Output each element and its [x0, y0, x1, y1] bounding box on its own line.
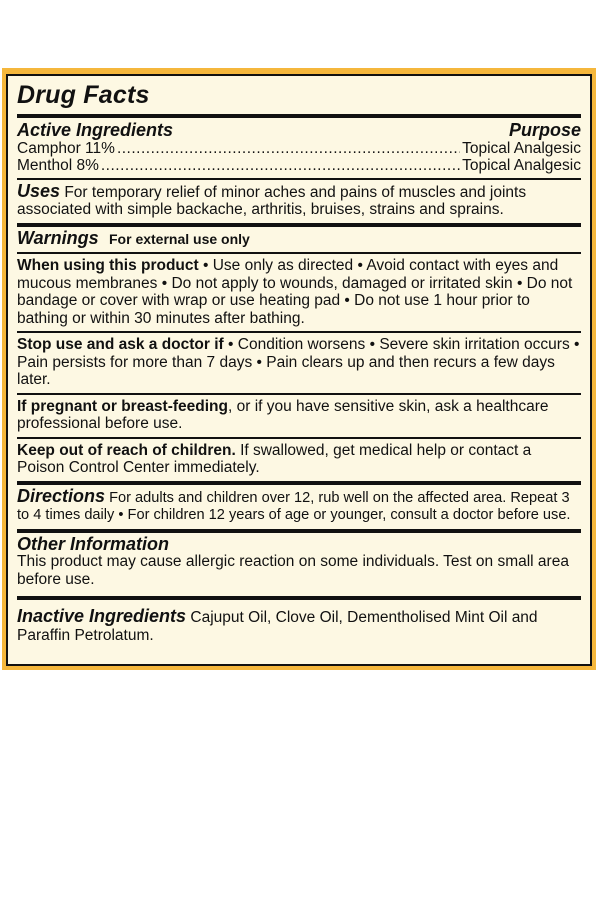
inactive-ingredients-section	[17, 600, 581, 648]
pregnant-text: , or if you have sensitive skin, ask a healthcare professional before use.	[17, 397, 549, 432]
ingredient-purpose: Topical Analgesic	[462, 157, 581, 174]
active-header-row	[17, 122, 581, 140]
warnings-header: Warnings	[17, 227, 99, 248]
inactive-ingredients-text: Cajuput Oil, Clove Oil, Dementholised Mint Oil and Paraffin Petrolatum.	[17, 609, 538, 644]
warnings-header-section	[17, 227, 581, 255]
other-information-header: Other Information	[17, 533, 169, 554]
children-label: Keep out of reach of children.	[17, 441, 236, 459]
drug-facts-panel	[2, 68, 596, 670]
directions-header: Directions	[17, 485, 106, 506]
inactive-ingredients-header: Inactive Ingredients	[17, 606, 187, 626]
drug-facts-title: Drug Facts	[17, 80, 150, 109]
directions-text: For adults and children over 12, rub well on the affected area. Repeat 3 to 4 times daily • For children 12 years of age or younger, consult a doctor before use.	[17, 489, 571, 523]
other-information-text: This product may cause allergic reaction on some individuals. Test on small area before use.	[17, 553, 569, 588]
directions-section	[17, 485, 581, 533]
dot-leader	[101, 157, 460, 175]
ingredient-name: Menthol 8%	[17, 157, 99, 174]
active-ingredients-header: Active Ingredients	[17, 120, 174, 140]
dot-leader	[117, 140, 460, 158]
purpose-header: Purpose	[508, 120, 581, 140]
uses-section	[17, 180, 581, 227]
when-using-text: • Use only as directed • Avoid contact with eyes and mucous membranes • Do not apply to wounds, damaged or irritated skin • Do not bandage or cover with wrap or use heating pad • Do not use 1 hour prior to bathing or within 30 minutes after bathing.	[17, 257, 573, 327]
ingredient-name: Camphor 11%	[17, 139, 115, 157]
other-information-section	[17, 533, 581, 601]
title-row	[17, 76, 581, 118]
active-ingredients-section	[17, 118, 581, 180]
ingredient-row	[17, 140, 581, 158]
when-using-section	[17, 254, 581, 333]
children-section	[17, 439, 581, 485]
uses-text: For temporary relief of minor aches and pains of muscles and joints associated with simple backache, arthritis, bruises, strains and sprains.	[17, 183, 527, 218]
drug-facts-box	[6, 74, 592, 666]
ingredient-purpose: Topical Analgesic	[462, 139, 581, 157]
ingredient-row	[17, 157, 581, 175]
when-using-label: When using this product	[17, 257, 199, 274]
children-text: If swallowed, get medical help or contact a Poison Control Center immediately.	[17, 441, 532, 476]
uses-header: Uses	[17, 180, 61, 201]
pregnant-section	[17, 395, 581, 439]
external-use-subheader: For external use only	[109, 230, 250, 247]
stop-use-text: • Condition worsens • Severe skin irritation occurs • Pain persists for more than 7 days • Pain clears up and then recurs a few days later.	[17, 336, 580, 388]
pregnant-label: If pregnant or breast-feeding	[17, 397, 228, 415]
stop-use-section	[17, 333, 581, 395]
stop-use-label: Stop use and ask a doctor if	[17, 336, 224, 353]
